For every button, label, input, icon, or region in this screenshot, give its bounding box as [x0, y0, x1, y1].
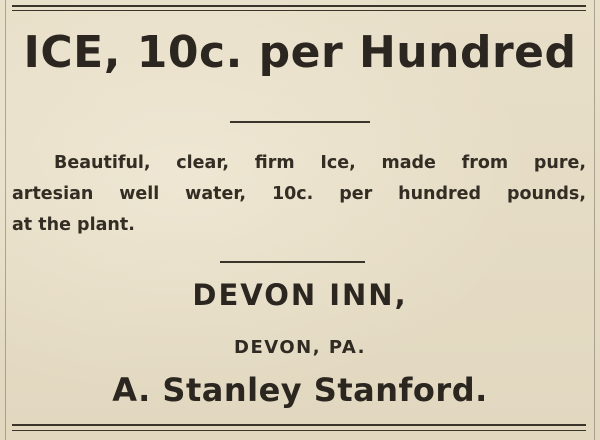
body-line: Beautiful, clear, firm Ice, made from pure, — [54, 153, 586, 173]
ad-headline: ICE, 10c. per Hundred — [23, 27, 577, 78]
bottom-border-rule-thin — [12, 430, 586, 431]
top-border-rule-thin — [12, 10, 586, 11]
bottom-border-rule — [12, 424, 586, 426]
proprietor-name: A. Stanley Stanford. — [112, 371, 488, 409]
body-line: at the plant. — [12, 215, 135, 235]
divider-rule — [220, 261, 365, 263]
ad-body — [12, 148, 586, 241]
establishment-name: DEVON INN, — [192, 278, 408, 312]
establishment-location: DEVON, PA. — [234, 337, 366, 358]
divider-rule — [230, 121, 370, 123]
body-line: artesian well water, 10c. per hundred pounds, — [12, 184, 586, 204]
top-border-rule — [12, 5, 586, 7]
